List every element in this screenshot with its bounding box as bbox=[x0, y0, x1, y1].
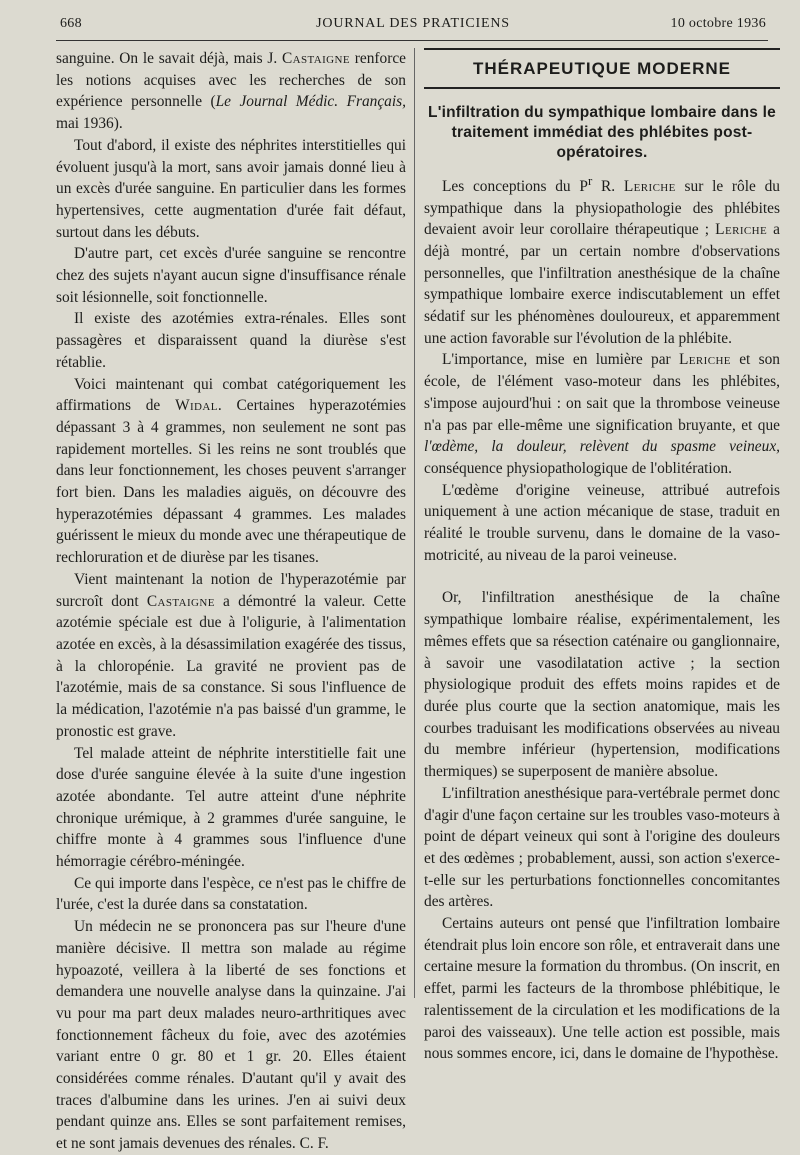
emphasis: l'œdème, la douleur, relèvent du spasme veineux, bbox=[424, 438, 780, 456]
author-name: Leriche bbox=[678, 351, 731, 369]
paragraph: Vient maintenant la notion de l'hyperazotémie par surcroît dont Castaigne a démontré la valeur. Cette azotémie spéciale est due à l'oligurie, à l'alimentation azotée en excès, à la désassimilation exagérée des tissus, à la chloropénie. La gravité ne provient pas de l'azotémie, mais de sa constance. Si sous l'influence de la médication, l'azotémie n'a pas baissé d'un gramme, le pronostic est grave. bbox=[56, 570, 406, 740]
paragraph: Or, l'infiltration anesthésique de la chaîne sympathique lombaire réalise, expérimentalement, les mêmes effets que sa résection caténaire ou ganglionnaire, à savoir une vasodilatation active ; la section physiologique produit des effets moins rapides et de durée plus courte que la section anatomique, mais les courbes traduisant les modifications observées au niveau du membre inférieur (hypertension, modifications thermiques) se superposent de manière absolue. bbox=[424, 589, 780, 781]
header-rule bbox=[56, 40, 768, 41]
paragraph: Un médecin ne se prononcera pas sur l'heure d'une manière décisive. Il mettra son malade au régime hypoazoté, veillera à la liberté de ses fonctions et demandera une nouvelle analyse dans la quinzaine. J'ai vu pour ma part deux malades neuro-arthritiques avec fonctionnement fâcheux du foie, avec des azotémies variant entre 0 gr. 80 et 1 gr. 20. Elles étaient considérées comme rénales. D'autant qu'il y avait des traces d'albumine dans les urines. J'en ai suivi deux pendant quinze ans. Elles se sont parfaitement remises, et ne sont jamais devenues des rénales. C. F. bbox=[56, 918, 406, 1153]
running-head bbox=[60, 16, 766, 38]
paragraph: Tout d'abord, il existe des néphrites interstitielles qui évoluent jusqu'à la mort, sans avoir jamais donné lieu à un excès d'urée sanguine. En particulier dans les formes hypertensives, cette augmentation d'urée fait défaut, surtout dans les débuts. bbox=[56, 136, 406, 241]
paragraph: Il existe des azotémies extra-rénales. Elles sont passagères et disparaissent quand la diurèse s'est rétablie. bbox=[56, 310, 406, 371]
paragraph: L'œdème d'origine veineuse, attribué autrefois uniquement à une action mécanique de stase, traduit en réalité le trouble survenu, dans le domaine de la vaso-motricité, au niveau de la paroi veineuse. bbox=[424, 481, 780, 564]
author-name: Leriche bbox=[623, 177, 676, 195]
section-rubric-box bbox=[424, 48, 780, 89]
author-name: Castaigne bbox=[282, 50, 350, 67]
author-name: Leriche bbox=[715, 221, 768, 239]
paragraph: Certains auteurs ont pensé que l'infiltration lombaire étendrait plus loin encore son rôle, et entraverait dans une certaine mesure la formation du thrombus. (On inscrit, en effet, parmi les facteurs de la thrombose phlébitique, le ralentissement de la circulation et les modifications de la paroi des vaisseaux). Une telle action est possible, mais nous sommes encore, ici, dans le domaine de l'hypothèse. bbox=[424, 915, 780, 1063]
issue-date: 10 octobre 1936 bbox=[670, 16, 766, 31]
signature: C. F. bbox=[299, 1135, 329, 1153]
page-number: 668 bbox=[60, 16, 82, 31]
paragraph: Les conceptions du $P^r$ R. Leriche sur le rôle du sympathique dans la physiopathologie des phlébites devaient avoir leur corollaire thérapeutique ; Leriche a déjà montré, par un certain nombre d'observations personnelles, que l'infiltration anesthésique de la chaîne sympathique lombaire exerce indiscutablement un effet sédatif sur les phénomènes douloureux, et apparemment une action favorable sur l'évolution de la phlébite. bbox=[424, 173, 780, 347]
author-name: Widal bbox=[175, 397, 218, 415]
article-title: L'infiltration du sympathique lombaire dans le traitement immédiat des phlébites post-opératoires. bbox=[428, 103, 776, 161]
paragraph: Voici maintenant qui combat catégoriquement les affirmations de Widal. Certaines hyperazotémies dépassant 3 à 4 grammes, non seulement ne sont pas rapidement mortelles. Si les reins ne sont troublés que dans leur fonctionnement, les choses peuvent s'arranger fort bien. Dans les maladies aiguës, on découvre des hyperazotémies dépassant 4 grammes. Les malades guérissent le mieux du monde avec une thérapeutique de rechloruration et de diurèse par les tisanes. bbox=[56, 375, 406, 567]
paragraph: Ce qui importe dans l'espèce, ce n'est pas le chiffre de l'urée, c'est la durée dans sa constatation. bbox=[56, 874, 406, 914]
section-rubric: THÉRAPEUTIQUE MODERNE bbox=[472, 59, 732, 78]
author-name: Castaigne bbox=[146, 592, 215, 610]
left-column bbox=[56, 48, 406, 1155]
journal-reference: Le Journal Médic. Français, bbox=[215, 93, 406, 111]
paragraph: L'importance, mise en lumière par Leriche et son école, de l'élément vaso-moteur dans les phlébites, s'impose aujourd'hui : on sait que la thrombose veineuse n'a pas par elle-même une signification bruyante, et que l'œdème, la douleur, relèvent du spasme veineux, conséquence physiopathologique de l'oblitération. bbox=[424, 351, 780, 477]
paragraph: Tel malade atteint de néphrite interstitielle fait une dose d'urée sanguine élevée à la suite d'une ingestion azotée abondante. Tel autre atteint d'une néphrite chronique urémique, à 2 grammes d'urée sanguine, le chiffre monte à 4 grammes sous l'influence d'une hémorragie cérébro-méningée. bbox=[56, 744, 406, 871]
paragraph: D'autre part, cet excès d'urée sanguine se rencontre chez des sujets n'ayant aucun signe d'insuffisance rénale soit lésionnelle, soit fonctionnelle. bbox=[56, 245, 406, 306]
journal-title: JOURNAL DES PRATICIENS bbox=[316, 16, 510, 31]
column-divider bbox=[414, 48, 415, 998]
paragraph: L'infiltration anesthésique para-vertébrale permet donc d'agir d'une façon certaine sur les troubles vaso-moteurs à point de départ veineux qui sont à l'origine des douleurs et des œdèmes ; probablement, aussi, son action s'exerce-t-elle sur les perturbations fonctionnelles concomitantes des artères. bbox=[424, 784, 780, 911]
right-column bbox=[424, 48, 780, 1065]
paragraph-gap bbox=[424, 566, 780, 587]
paragraph: sanguine. On le savait déjà, mais J. Castaigne renforce les notions acquises avec les recherches de son expérience personnelle (Le Journal Médic. Français, mai 1936). bbox=[56, 50, 406, 133]
